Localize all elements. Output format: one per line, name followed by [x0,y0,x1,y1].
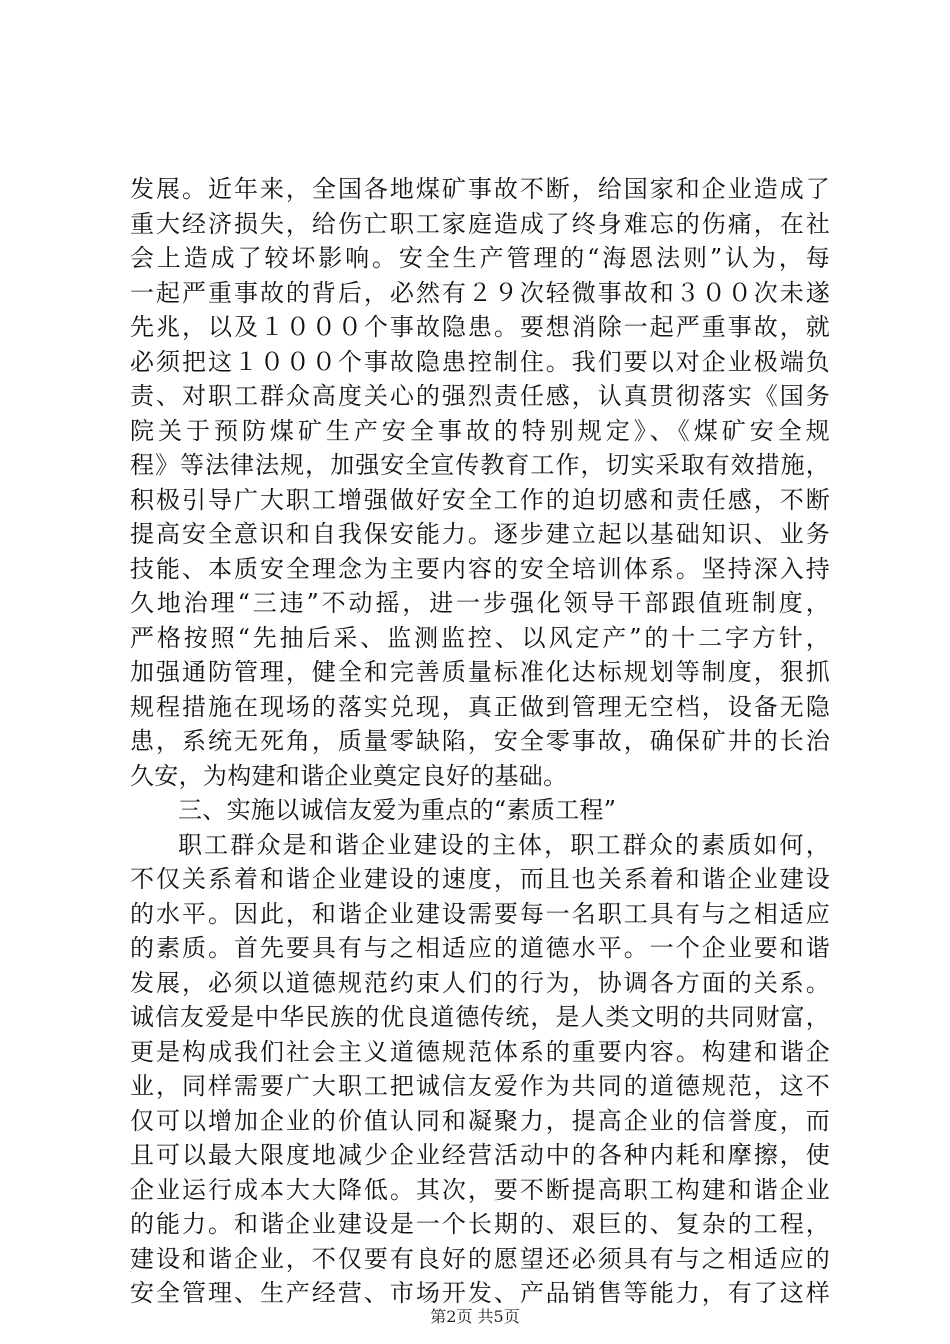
paragraph-end-line: 久安，为构建和谐企业奠定良好的基础。 [130,761,568,790]
text-line: 建设和谐企业，不仅要有良好的愿望还必须具有与之相适应的 [130,1244,830,1273]
text-line: 责、对职工群众高度关心的强烈责任感，认真贯彻落实《国务 [130,382,830,410]
text-line: 积极引导广大职工增强做好安全工作的迫切感和责任感，不断 [130,485,830,514]
text-line: 企业运行成本大大降低。其次，要不断提高职工构建和谐企业 [130,1175,830,1204]
text-line: 严格按照“先抽后采、监测监控、以风定产”的十二字方针， [130,623,830,652]
text-line: 不仅关系着和谐企业建设的速度，而且也关系着和谐企业建设 [130,865,830,893]
body-text [130,172,830,1311]
text-line: 先兆，以及１０００个事故隐患。要想消除一起严重事故，就 [130,313,830,341]
text-line: 一起严重事故的背后，必然有２９次轻微事故和３００次未遂 [130,278,830,307]
text-line: 诚信友爱是中华民族的优良道德传统，是人类文明的共同财富， [130,1003,830,1031]
text-line: 业，同样需要广大职工把诚信友爱作为共同的道德规范，这不 [130,1072,830,1100]
text-line: 会上造成了较坏影响。安全生产管理的“海恩法则”认为，每 [130,244,830,272]
text-line: 的能力。和谐企业建设是一个长期的、艰巨的、复杂的工程， [130,1210,830,1238]
text-line: 加强通防管理，健全和完善质量标准化达标规划等制度，狠抓 [130,658,830,686]
text-line: 重大经济损失，给伤亡职工家庭造成了终身难忘的伤痛，在社 [130,209,830,238]
paragraph-first-line: 职工群众是和谐企业建设的主体，职工群众的素质如何， [178,830,830,859]
text-line: 仅可以增加企业的价值认同和凝聚力，提高企业的信誉度，而 [130,1106,830,1135]
text-line: 更是构成我们社会主义道德规范体系的重要内容。构建和谐企 [130,1037,830,1066]
text-line: 的素质。首先要具有与之相适应的道德水平。一个企业要和谐 [130,934,830,962]
text-line: 规程措施在现场的落实兑现，真正做到管理无空档，设备无隐 [130,692,830,721]
text-line: 久地治理“三违”不动摇，进一步强化领导干部跟值班制度， [130,589,830,617]
section-heading: 三、实施以诚信友爱为重点的“素质工程” [178,796,617,824]
text-line: 安全管理、生产经营、市场开发、产品销售等能力，有了这样 [130,1279,830,1307]
text-line: 提高安全意识和自我保安能力。逐步建立起以基础知识、业务 [130,520,830,548]
text-line: 技能、本质安全理念为主要内容的安全培训体系。坚持深入持 [130,554,830,583]
text-line: 发展。近年来，全国各地煤矿事故不断，给国家和企业造成了 [130,175,830,203]
text-line: 患，系统无死角，质量零缺陷，安全零事故，确保矿井的长治 [130,727,830,755]
text-line: 程》等法律法规，加强安全宣传教育工作，切实采取有效措施， [130,451,830,479]
text-line: 必须把这１０００个事故隐患控制住。我们要以对企业极端负 [130,347,830,376]
text-line: 的水平。因此，和谐企业建设需要每一名职工具有与之相适应 [130,899,830,928]
text-line: 且可以最大限度地减少企业经营活动中的各种内耗和摩擦，使 [130,1141,830,1169]
page-number-footer: 第2页 共5页 [430,1307,520,1326]
text-line: 发展，必须以道德规范约束人们的行为，协调各方面的关系。 [130,968,830,997]
text-line: 院关于预防煤矿生产安全事故的特别规定》、《煤矿安全规 [130,416,830,445]
